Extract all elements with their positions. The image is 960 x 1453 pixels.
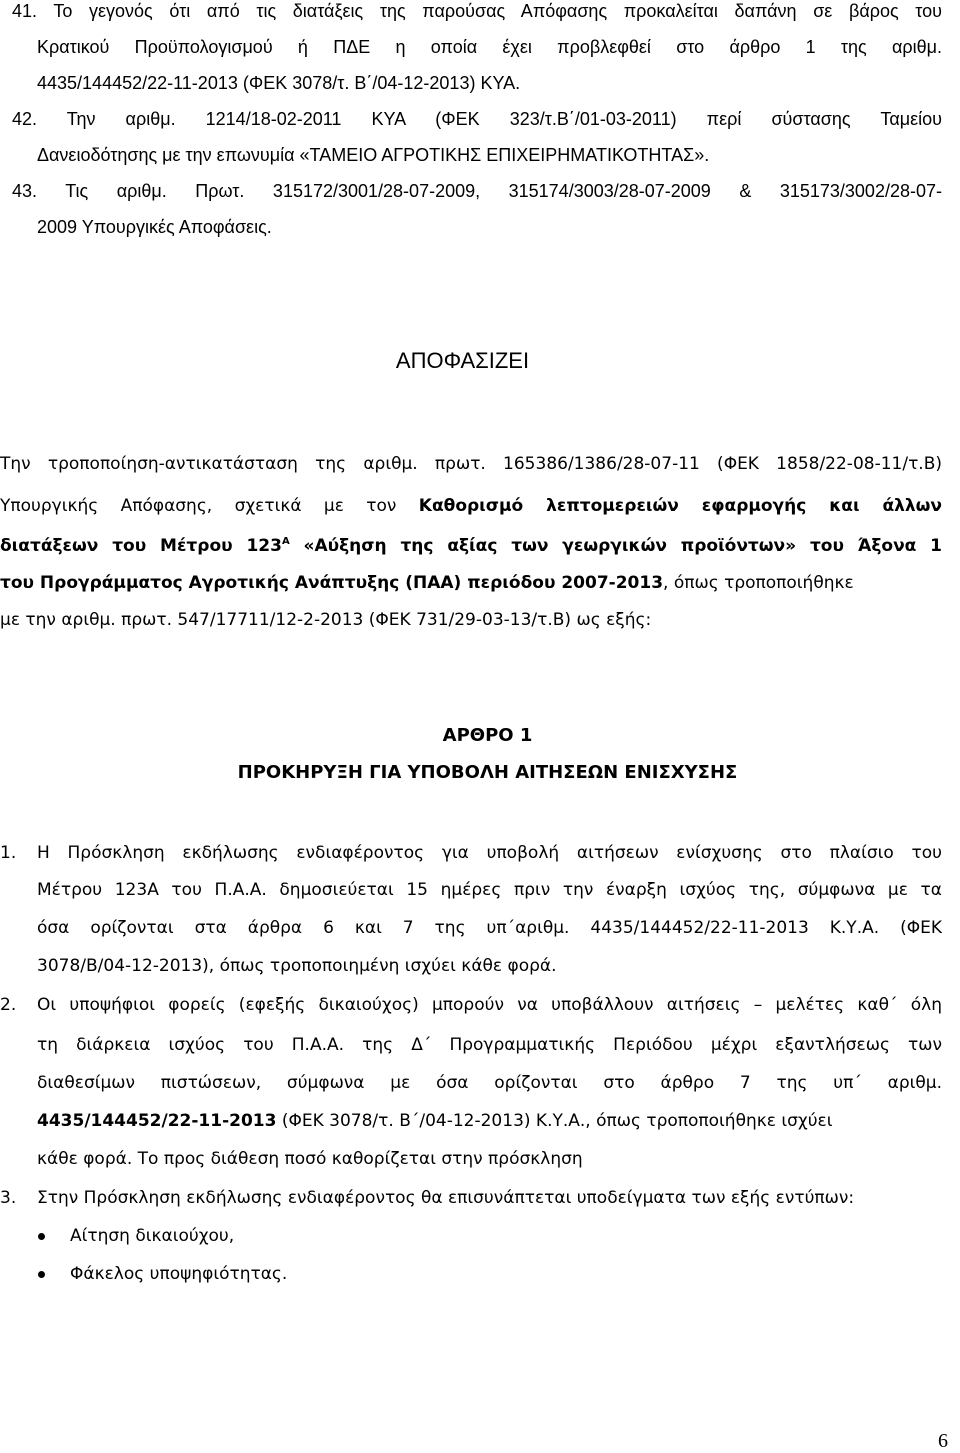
para-1-number: 1. [0, 843, 17, 863]
amendment-line-4 [0, 572, 854, 594]
item-42-line-2: Δανειοδότησης με την επωνυμία «ΤΑΜΕΙΟ ΑΓΡΟΤΙΚΗΣ ΕΠΙΧΕΙΡΗΜΑΤΙΚΟΤΗΤΑΣ». [37, 145, 710, 165]
para-2-line-3: διαθεσίμων πιστώσεων, σύμφωνα με όσα ορίζονται στο άρθρο 7 της υπ΄ αριθμ. [37, 1073, 942, 1093]
para-1-line-2: Μέτρου 123Α του Π.Α.Α. δημοσιεύεται 15 ημέρες πριν την έναρξη ισχύος της, σύμφωνα με τα [37, 880, 942, 900]
para-2-line-4-text: (ΦΕΚ 3078/τ. Β΄/04-12-2013) Κ.Υ.Α., όπως τροποποιήθηκε ισχύει [276, 1111, 833, 1131]
amendment-line-3-sup: Α [281, 536, 290, 547]
para-2-line-5: κάθε φορά. Το προς διάθεση ποσό καθορίζεται στην πρόσκληση [37, 1149, 583, 1169]
amendment-line-2-text: Υπουργικής Απόφασης, σχετικά με τον [0, 496, 419, 516]
item-41-line-2: Κρατικού Προϋπολογισμού ή ΠΔΕ η οποία έχει προβλεφθεί στο άρθρο 1 της αριθμ. [37, 37, 942, 57]
page-number: 6 [938, 1430, 948, 1452]
para-2-number: 2. [0, 995, 17, 1015]
para-2-line-4-bold: 4435/144452/22-11-2013 [37, 1111, 277, 1131]
para-3-number: 3. [0, 1188, 17, 1208]
para-2-line-4 [37, 1110, 833, 1132]
bullet-item: Φάκελος υποψηφιότητας. [70, 1264, 288, 1284]
item-41-line-1: 41. Το γεγονός ότι από τις διατάξεις της παρούσας Απόφασης προκαλείται δαπάνη σε βάρος του [12, 1, 942, 21]
bullet-dot-icon [38, 1271, 45, 1278]
article-title: ΑΡΘΡΟ 1 [442, 725, 533, 746]
item-43-line-2: 2009 Υπουργικές Αποφάσεις. [37, 217, 272, 237]
amendment-line-2 [0, 495, 942, 517]
decides-heading: ΑΠΟΦΑΣΙΖΕΙ [395, 348, 530, 373]
para-2-line-2: τη διάρκεια ισχύος του Π.Α.Α. της Δ΄ Προγραμματικής Περιόδου μέχρι εξαντλήσεως των [37, 1035, 942, 1055]
item-41-line-3: 4435/144452/22-11-2013 (ΦΕΚ 3078/τ. Β΄/04-12-2013) ΚΥΑ. [37, 73, 521, 93]
amendment-line-2-bold: Καθορισμό λεπτομερειών εφαρμογής και άλλων [418, 496, 943, 516]
amendment-line-4-text: , όπως τροποποιήθηκε [663, 573, 854, 593]
amendment-line-3-b: «Αύξηση της αξίας των γεωργικών προϊόντων» του Άξονα 1 [289, 536, 942, 556]
amendment-line-3-a: διατάξεων του Μέτρου 123 [0, 536, 282, 556]
amendment-line-4-bold: του Προγράμματος Αγροτικής Ανάπτυξης (ΠΑΑ) περιόδου 2007-2013 [0, 573, 664, 593]
para-2-line-1: Οι υποψήφιοι φορείς (εφεξής δικαιούχος) μπορούν να υποβάλλουν αιτήσεις – μελέτες καθ΄ όλη [37, 995, 942, 1015]
amendment-line-5: με την αριθμ. πρωτ. 547/17711/12-2-2013 (ΦΕΚ 731/29-03-13/τ.Β) ως εξής: [0, 610, 652, 630]
para-1-line-4: 3078/Β/04-12-2013), όπως τροποποιημένη ισχύει κάθε φορά. [37, 956, 557, 976]
para-3-line-1: Στην Πρόσκληση εκδήλωσης ενδιαφέροντος θα επισυνάπτεται υποδείγματα των εξής εντύπων: [37, 1188, 855, 1208]
bullet-item: Αίτηση δικαιούχου, [70, 1226, 235, 1246]
article-subtitle: ΠΡΟΚΗΡΥΞΗ ΓΙΑ ΥΠΟΒΟΛΗ ΑΙΤΗΣΕΩΝ ΕΝΙΣΧΥΣΗΣ [237, 762, 738, 783]
amendment-line-1: Την τροποποίηση-αντικατάσταση της αριθμ. πρωτ. 165386/1386/28-07-11 (ΦΕΚ 1858/22-08-11/τ.Β) [0, 454, 942, 474]
para-1-line-3: όσα ορίζονται στα άρθρα 6 και 7 της υπ΄αριθμ. 4435/144452/22-11-2013 Κ.Υ.Α. (ΦΕΚ [37, 918, 942, 938]
item-43-line-1: 43. Τις αριθμ. Πρωτ. 315172/3001/28-07-2009, 315174/3003/28-07-2009 & 315173/3002/28-07- [12, 181, 942, 201]
amendment-line-3 [0, 535, 942, 557]
item-42-line-1: 42. Την αριθμ. 1214/18-02-2011 ΚΥΑ (ΦΕΚ 323/τ.Β΄/01-03-2011) περί σύστασης Ταμείου [12, 109, 942, 129]
bullet-dot-icon [38, 1233, 45, 1240]
para-1-line-1: Η Πρόσκληση εκδήλωσης ενδιαφέροντος για υποβολή αιτήσεων ενίσχυσης στο πλαίσιο του [37, 843, 942, 863]
